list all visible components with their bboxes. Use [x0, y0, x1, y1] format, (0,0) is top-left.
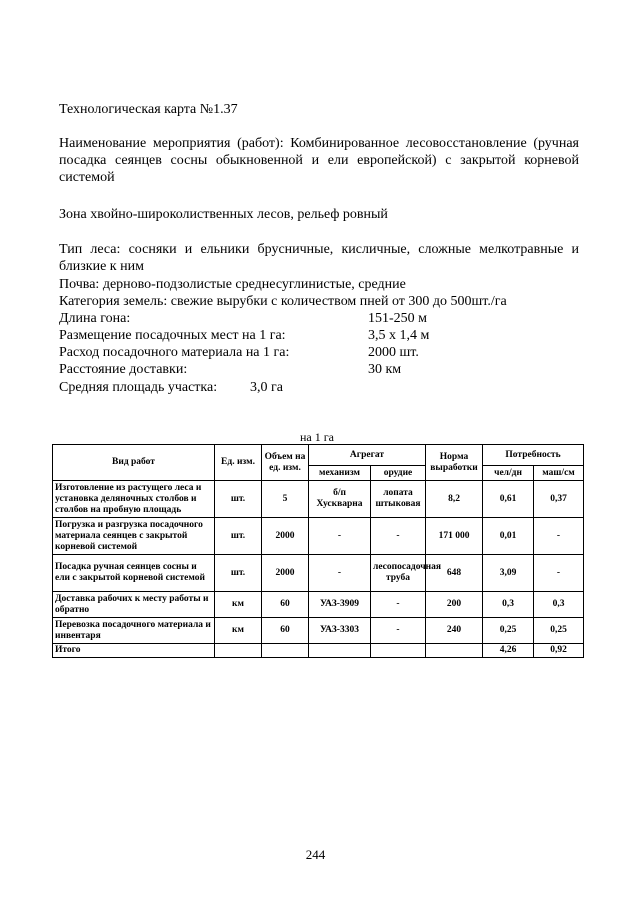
- cell-work: Погрузка и разгрузка посадочного материала сеянцев с закрытой корневой системой: [53, 518, 215, 555]
- header-aggregate: Агрегат: [309, 445, 426, 466]
- cell-mechanism: -: [309, 555, 371, 592]
- cell-tool: -: [371, 518, 426, 555]
- cell-unit: шт.: [215, 481, 262, 518]
- header-man-days: чел/дн: [483, 466, 534, 481]
- cell-machine-shifts: 0,3: [534, 592, 584, 618]
- zone-line: Зона хвойно-широколиственных лесов, рельеф ровный: [59, 207, 388, 222]
- param-label-length: Длина гона:: [59, 311, 131, 326]
- cell-machine-shifts: -: [534, 555, 584, 592]
- table-row: [53, 481, 584, 518]
- param-value-length: 151-250 м: [368, 311, 428, 326]
- cell-norm: 240: [426, 618, 483, 644]
- table-caption: на 1 га: [300, 430, 334, 444]
- land-category: Категория земель: свежие вырубки с количеством пней от 300 до 500шт./га: [59, 294, 507, 309]
- header-volume: Объем на ед. изм.: [262, 445, 309, 481]
- table-row: [53, 618, 584, 644]
- header-tool: орудие: [371, 466, 426, 481]
- cell-norm: 8,2: [426, 481, 483, 518]
- param-label-distance: Расстояние доставки:: [59, 362, 188, 377]
- header-need: Потребность: [483, 445, 584, 466]
- header-mechanism: механизм: [309, 466, 371, 481]
- cell-work: Посадка ручная сеянцев сосны и ели с закрытой корневой системой: [53, 555, 215, 592]
- cell-work: Перевозка посадочного материала и инвентаря: [53, 618, 215, 644]
- cell-man-days: 0,25: [483, 618, 534, 644]
- total-empty-cell: [371, 644, 426, 658]
- cell-volume: 2000: [262, 555, 309, 592]
- cell-man-days: 0,61: [483, 481, 534, 518]
- cell-mechanism: УАЗ-3303: [309, 618, 371, 644]
- cell-work: Доставка рабочих к месту работы и обратно: [53, 592, 215, 618]
- cell-norm: 648: [426, 555, 483, 592]
- total-empty-cell: [215, 644, 262, 658]
- cell-unit: км: [215, 592, 262, 618]
- total-man-days: 4,26: [483, 644, 534, 658]
- cell-norm: 200: [426, 592, 483, 618]
- work-table: [52, 444, 584, 658]
- cell-tool: -: [371, 618, 426, 644]
- total-row: [53, 644, 584, 658]
- activity-name: Наименование мероприятия (работ): Комбинированное лесовосстановление (ручная посадка сеянцев сосны обыкновенной и ели европейской) с закрытой корневой системой: [59, 136, 579, 185]
- total-empty-cell: [309, 644, 371, 658]
- cell-machine-shifts: 0,25: [534, 618, 584, 644]
- cell-volume: 60: [262, 592, 309, 618]
- param-label-area: Средняя площадь участка:: [59, 380, 218, 395]
- param-value-consumption: 2000 шт.: [368, 345, 419, 360]
- param-value-distance: 30 км: [368, 362, 402, 377]
- forest-type: Тип леса: сосняки и ельники брусничные, кисличные, сложные мелкотравные и близкие к ним: [59, 242, 579, 274]
- cell-tool: -: [371, 592, 426, 618]
- cell-mechanism: -: [309, 518, 371, 555]
- page-number: 244: [305, 847, 326, 862]
- cell-man-days: 0,3: [483, 592, 534, 618]
- total-label: Итого: [53, 644, 215, 658]
- param-label-spacing: Размещение посадочных мест на 1 га:: [59, 328, 286, 343]
- param-value-spacing: 3,5 x 1,4 м: [368, 328, 430, 343]
- cell-unit: шт.: [215, 518, 262, 555]
- cell-norm: 171 000: [426, 518, 483, 555]
- cell-tool: лесопосадочная труба: [371, 555, 426, 592]
- cell-volume: 2000: [262, 518, 309, 555]
- cell-machine-shifts: 0,37: [534, 481, 584, 518]
- cell-man-days: 0,01: [483, 518, 534, 555]
- total-empty-cell: [262, 644, 309, 658]
- total-empty-cell: [426, 644, 483, 658]
- table-row: [53, 518, 584, 555]
- cell-unit: км: [215, 618, 262, 644]
- header-unit: Ед. изм.: [215, 445, 262, 481]
- cell-machine-shifts: -: [534, 518, 584, 555]
- param-value-area: 3,0 га: [250, 380, 283, 395]
- cell-work: Изготовление из растущего леса и установка деляночных столбов и столбов на пробную площадь: [53, 481, 215, 518]
- document-title: Технологическая карта №1.37: [59, 102, 238, 117]
- cell-unit: шт.: [215, 555, 262, 592]
- cell-man-days: 3,09: [483, 555, 534, 592]
- table-row: [53, 592, 584, 618]
- total-machine-shifts: 0,92: [534, 644, 584, 658]
- cell-volume: 60: [262, 618, 309, 644]
- header-norm: Норма выработки: [426, 445, 483, 481]
- header-machine-shifts: маш/см: [534, 466, 584, 481]
- cell-mechanism: УАЗ-3909: [309, 592, 371, 618]
- param-label-consumption: Расход посадочного материала на 1 га:: [59, 345, 290, 360]
- cell-volume: 5: [262, 481, 309, 518]
- header-work: Вид работ: [53, 445, 215, 481]
- table-row: [53, 555, 584, 592]
- cell-mechanism: б/п Хускварна: [309, 481, 371, 518]
- cell-tool: лопата штыковая: [371, 481, 426, 518]
- soil-line: Почва: дерново-подзолистые среднесуглинистые, средние: [59, 277, 406, 292]
